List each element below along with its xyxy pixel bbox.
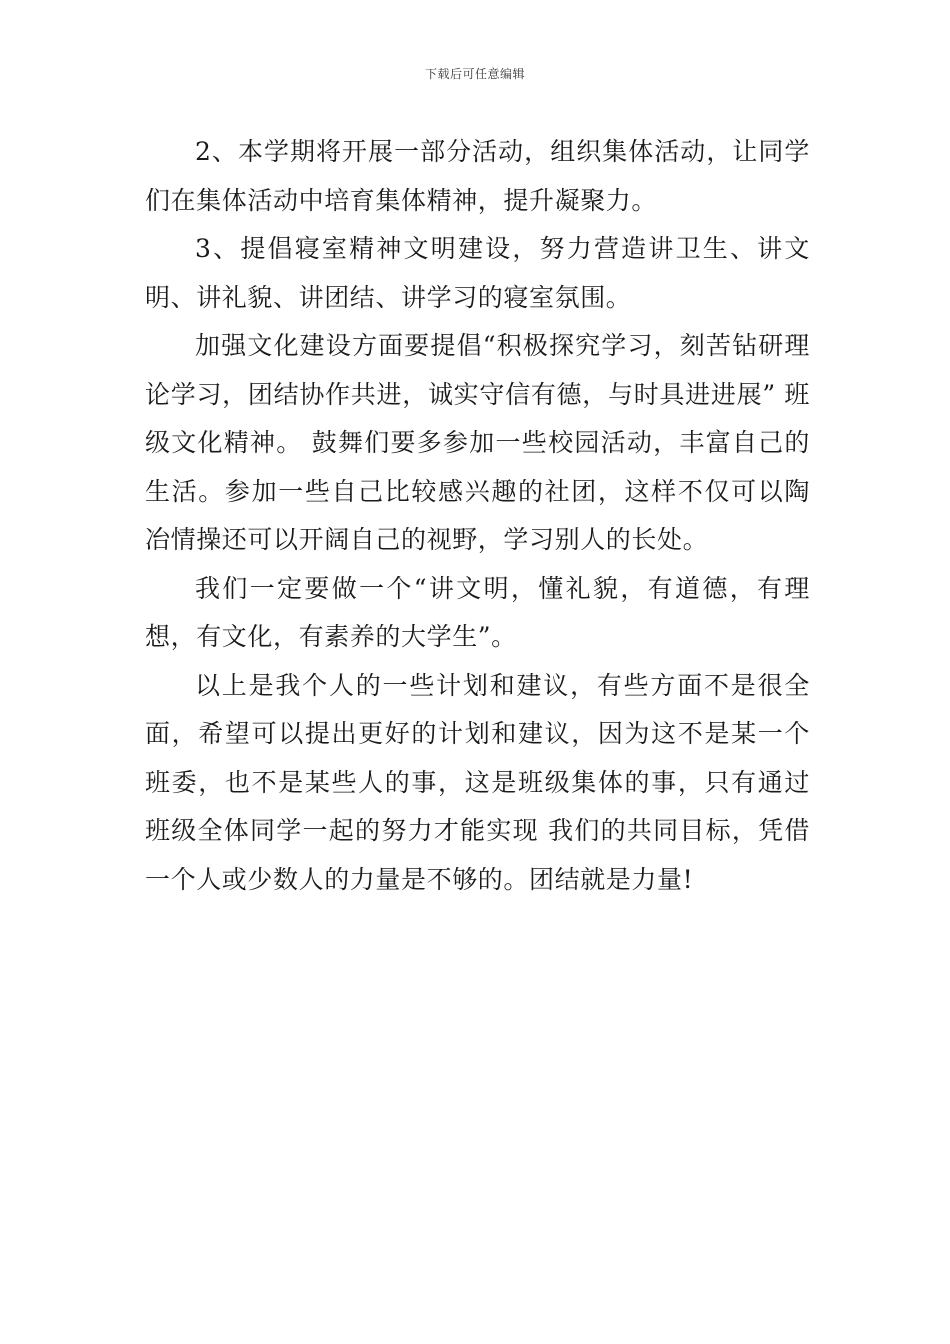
paragraph-conclusion: 以上是我个人的一些计划和建议，有些方面不是很全面，希望可以提出更好的计划和建议，因为这不是某一个班委，也不是某些人的事，这是班级集体的事，只有通过班级全体同学一起的努力才能实现 我们的共同目标，凭借一个人或少数人的力量是不够的。团结就是力量! [145,670,810,894]
document-body [145,128,810,904]
paragraph-culture: 加强文化建设方面要提倡“积极探究学习，刻苦钻研理论学习，团结协作共进，诚实守信有德，与时具进进展” 班级文化精神。 鼓舞们要多参加一些校园活动，丰富自己的生活。参加一些自己比较感兴趣的社团，这样不仅可以陶冶情操还可以开阔自己的视野，学习别人的长处。 [145,331,810,554]
page-header: 下载后可任意编辑 [424,67,525,81]
paragraph-goal: 我们一定要做一个“讲文明，懂礼貌，有道德，有理想，有文化，有素养的大学生”。 [145,573,810,651]
paragraph-activities: 2、本学期将开展一部分活动，组织集体活动，让同学们在集体活动中培育集体精神，提升凝聚力。 [145,137,810,215]
paragraph-dormitory: 3、提倡寝室精神文明建设，努力营造讲卫生、讲文明、讲礼貌、讲团结、讲学习的寝室氛围。 [145,234,810,312]
